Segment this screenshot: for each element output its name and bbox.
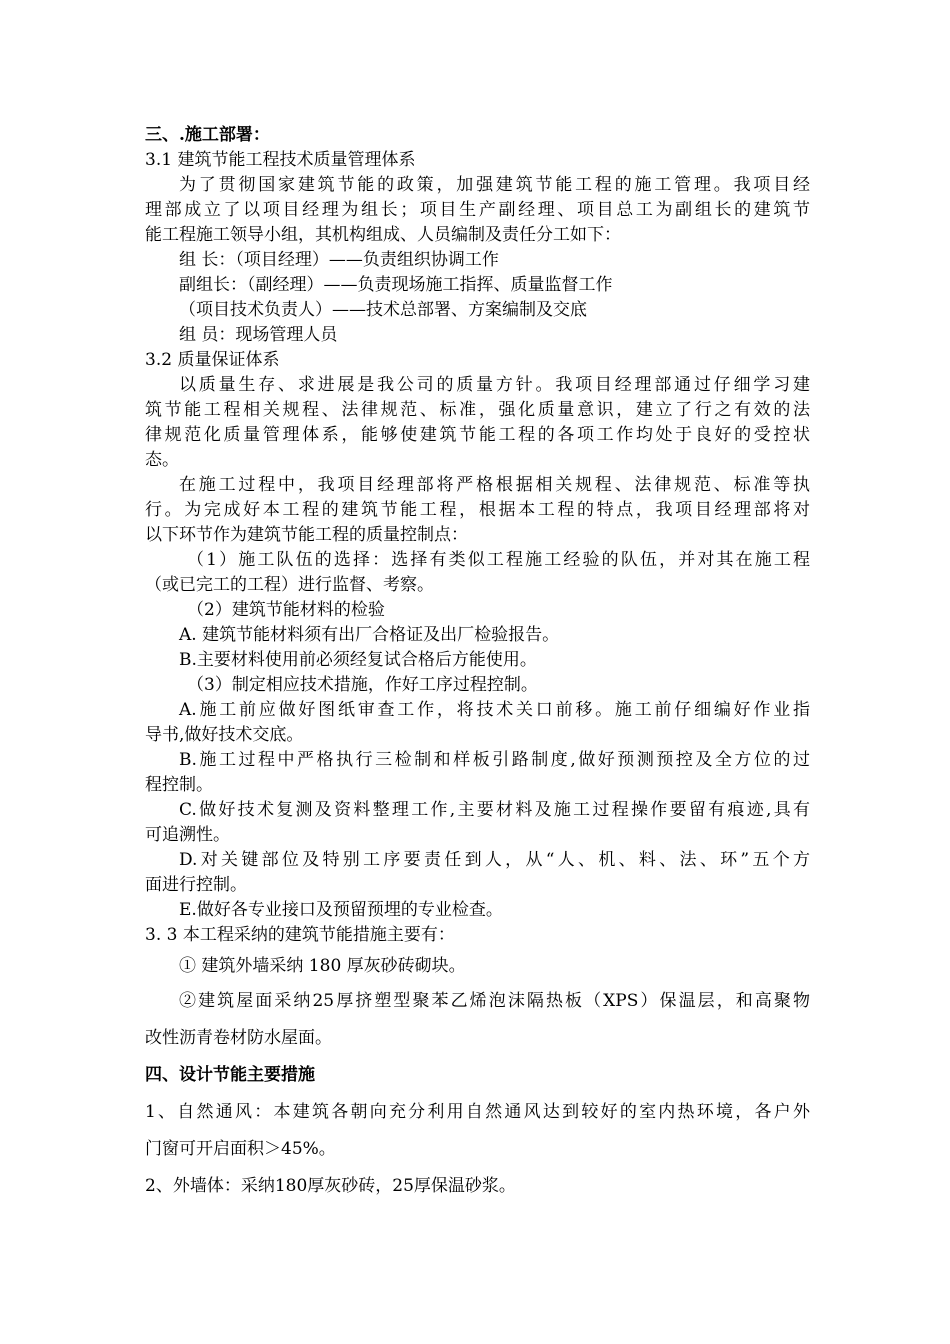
item-line: 可追溯性。: [145, 825, 230, 845]
item-material-a: A. 建筑节能材料须有出厂合格证及出厂检验报告。: [179, 625, 560, 645]
role-leader: 组 长：（项目经理）——负责组织协调工作: [179, 250, 499, 270]
item-line: （或已完工的工程）进行监督、考察。: [145, 575, 434, 595]
paragraph-line: 理部成立了以项目经理为组长；项目生产副经理、项目总工为副组长的建筑节: [145, 200, 810, 220]
item-technical-measures: （3）制定相应技术措施，作好工序过程控制。: [187, 675, 538, 695]
item-team-selection: [145, 548, 810, 598]
role-deputy-leader: 副组长：（副经理）——负责现场施工指挥、质量监督工作: [179, 275, 613, 295]
paragraph-line: 筑节能工程相关规程、法律规范、标准，强化质量意识，建立了行之有效的法: [145, 400, 810, 420]
item-material-inspection: （2）建筑节能材料的检验: [187, 600, 385, 620]
item-line: B.施工过程中严格执行三检制和样板引路制度,做好预测预控及全方位的过: [179, 750, 810, 770]
item-measure-c: [145, 798, 810, 848]
item-line: C.做好技术复测及资料整理工作,主要材料及施工过程操作要留有痕迹,具有: [179, 800, 810, 820]
paragraph-line: 态。: [145, 450, 179, 470]
item-line: 面进行控制。: [145, 875, 247, 895]
item-line: 程控制。: [145, 775, 213, 795]
section3-heading: 三、.施工部署：: [145, 125, 270, 145]
item-measure-e: E.做好各专业接口及预留预埋的专业检查。: [179, 900, 503, 920]
measure-line: 改性沥青卷材防水屋面。: [145, 1028, 332, 1048]
paragraph-line: 行。为完成好本工程的建筑节能工程，根据本工程的特点，我项目经理部将对: [145, 500, 810, 520]
subsection-3-1-title: 3.1 建筑节能工程技术质量管理体系: [145, 150, 416, 170]
item-line: A.施工前应做好图纸审查工作，将技术关口前移。施工前仔细编好作业指: [179, 700, 810, 720]
item-line: D.对关键部位及特别工序要责任到人，从“人、机、料、法、环”五个方: [179, 850, 810, 870]
role-list: [145, 248, 810, 348]
subsection-3-3-title: 3. 3 本工程采纳的建筑节能措施主要有：: [145, 925, 455, 945]
role-technical-lead: （项目技术负责人）——技术总部署、方案编制及交底: [179, 300, 587, 320]
paragraph-line: 1、自然通风：本建筑各朝向充分利用自然通风达到较好的室内热环境，各户外: [145, 1102, 810, 1122]
paragraph-control-points: [145, 473, 810, 548]
item-measure-d: [145, 848, 810, 898]
measure-roof: [145, 983, 810, 1057]
paragraph-exterior-wall: 2、外墙体：采纳180厚灰砂砖，25厚保温砂浆。: [145, 1176, 516, 1196]
item-material-b: B.主要材料使用前必须经复试合格后方能使用。: [179, 650, 537, 670]
measure-exterior-wall: ① 建筑外墙采纳 180 厚灰砂砖砌块。: [179, 956, 466, 976]
paragraph-line: 律规范化质量管理体系，能够使建筑节能工程的各项工作均处于良好的受控状: [145, 425, 810, 445]
subsection-3-2-title: 3.2 质量保证体系: [145, 350, 280, 370]
item-line: （1）施工队伍的选择：选择有类似工程施工经验的队伍，并对其在施工程: [187, 550, 810, 570]
document-page: [145, 123, 810, 1205]
item-measure-a: [145, 698, 810, 748]
paragraph-quality-policy: [145, 373, 810, 473]
paragraph-line: 以下环节作为建筑节能工程的质量控制点：: [145, 525, 468, 545]
paragraph-line: 以质量生存、求进展是我公司的质量方针。我项目经理部通过仔细学习建: [179, 375, 810, 395]
measure-line: ②建筑屋面采纳25厚挤塑型聚苯乙烯泡沫隔热板（XPS）保温层，和高聚物: [179, 991, 810, 1011]
section4-heading: 四、设计节能主要措施: [145, 1065, 315, 1085]
item-measure-b: [145, 748, 810, 798]
role-member: 组 员：现场管理人员: [179, 325, 338, 345]
paragraph-line: 门窗可开启面积＞45%。: [145, 1139, 336, 1159]
paragraph-line: 在施工过程中，我项目经理部将严格根据相关规程、法律规范、标准等执: [179, 475, 810, 495]
paragraph-line: 能工程施工领导小组，其机构组成、人员编制及责任分工如下：: [145, 225, 621, 245]
paragraph-natural-ventilation: [145, 1094, 810, 1168]
paragraph-line: 为了贯彻国家建筑节能的政策，加强建筑节能工程的施工管理。我项目经: [179, 175, 810, 195]
item-line: 导书,做好技术交底。: [145, 725, 304, 745]
paragraph-3-1: [145, 173, 810, 248]
